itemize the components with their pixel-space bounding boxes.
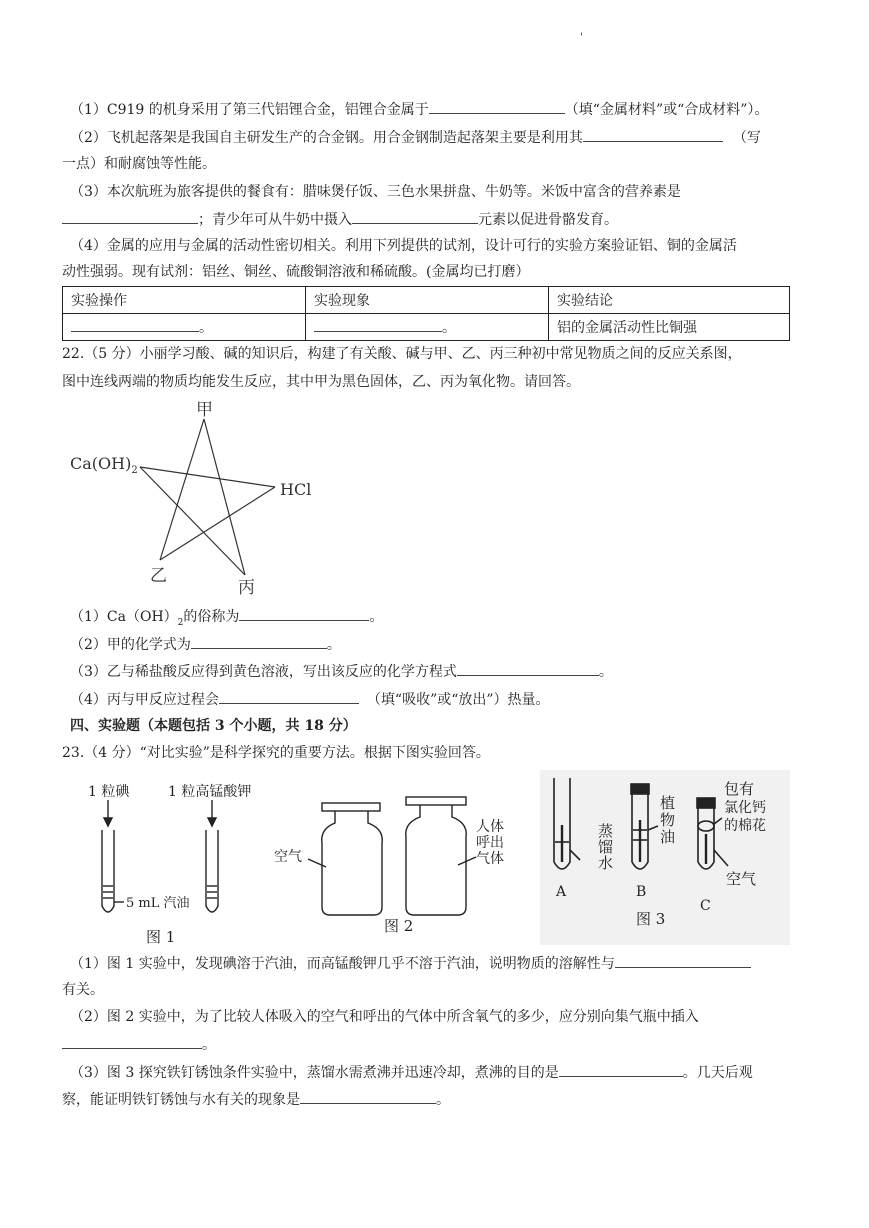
gas-bottle [406,805,466,915]
q21-part2-hint: （写 [732,130,761,146]
q22-sub1-subscript: 2 [177,617,184,628]
fig3-oil-label: 物 [660,811,676,829]
q21-part3-end: 元素以促进骨骼发育。 [478,212,618,228]
q23-intro-text: 23.（4 分）“对比实验”是科学探究的重要方法。根据下图实验回答。 [62,745,490,761]
pointer-line [458,857,476,865]
glass-plate [322,803,380,811]
fig2-right-label: 人体 [476,819,504,835]
q23-sub1-text: （1）图 1 实验中，发现碘溶于汽油，而高锰酸钾几乎不溶于汽油，说明物质的溶解性与 [70,956,615,972]
q23-sub3-text: （3）图 3 探究铁钉锈蚀条件实验中，蒸馏水需煮沸并迅速冷却，煮沸的目的是 [70,1065,559,1081]
q21-part4-text: （4）金属的应用与金属的活动性密切相关。利用下列提供的试剂，设计可行的实验方案验证铝、铜的金属活 [70,238,737,254]
fig3-water-label: 水 [598,854,614,872]
test-tube [206,830,218,912]
q22-intro-2 [62,372,580,392]
page-dot: ' [580,32,583,43]
answer-blank[interactable] [429,99,565,114]
table-header-cell: 实验结论 [549,287,790,314]
q22-sub1 [70,606,383,633]
glass-plate [406,797,466,805]
answer-blank[interactable] [300,1089,436,1104]
q23-sub3-cont [62,1089,450,1110]
q21-part4 [70,236,737,256]
pointer-line [308,859,326,867]
table-cell [63,314,306,341]
q22-sub3-end: 。 [598,664,613,680]
cell-end: 。 [199,320,213,336]
q21-part2-cont-text: 一点）和耐腐蚀等性能。 [62,156,216,172]
fig3-cotton-label: 氯化钙 [724,800,766,816]
answer-blank[interactable] [352,209,478,224]
answer-blank[interactable] [239,606,369,621]
table-header-cell: 实验现象 [306,287,549,314]
star-label-top: 甲 [196,400,213,420]
answer-blank[interactable] [62,1034,202,1049]
q21-part3-text: （3）本次航班为旅客提供的餐食有：腊味煲仔饭、三色水果拼盘、牛奶等。米饭中富含的营养素是 [70,184,681,200]
star-line [204,419,245,575]
answer-blank[interactable] [62,209,198,224]
q23-sub1 [70,953,751,974]
star-label-right: HCl [280,480,312,499]
q22-intro-text: 图中连线两端的物质均能发生反应，其中甲为黑色固体，乙、丙为氧化物。请回答。 [62,374,580,390]
answer-blank[interactable] [191,634,327,649]
q22-sub4-end: （填“吸收”或“放出”）热量。 [366,692,550,708]
q21-part4-cont [62,262,529,282]
table-header-cell: 实验操作 [63,287,306,314]
q23-sub3-mid: 。几天后观 [682,1065,753,1081]
q23-sub2 [70,1007,699,1027]
fig3-water-label: 蒸 [598,822,614,840]
fig1-tube1-label: 1 粒碘 [88,784,130,800]
table-row [63,314,790,341]
stopper [697,798,715,808]
q23-intro [62,743,490,763]
figure-3-diagram [540,770,790,945]
answer-blank[interactable] [314,317,442,332]
star-line [140,467,245,575]
fig3-cotton-label: 包有 [724,780,755,798]
star-line [160,419,204,560]
star-label-left [70,454,138,476]
q22-sub3 [70,661,613,682]
q22-sub1-end: 。 [369,609,384,625]
fig3-tube-c-label: C [700,898,711,914]
fig1-tube2-label: 1 粒高锰酸钾 [168,784,252,800]
q22-sub1-text2: 的俗称为 [183,609,240,625]
q22-intro-text: 22.（5 分）小丽学习酸、碱的知识后，构建了有关酸、碱与甲、乙、丙三种初中常见物质之间的反应关系图， [62,346,742,362]
experiment-table [62,286,790,341]
answer-blank[interactable] [615,953,751,968]
q22-sub4 [70,689,550,710]
reaction-star-diagram [60,395,340,600]
q21-part2-text: （2）飞机起落架是我国自主研发生产的合金钢。用合金钢制造起落架主要是利用其 [70,130,583,146]
star-label-left-sub: 2 [131,465,138,476]
fig2-right-label: 呼出 [476,835,504,851]
answer-blank[interactable] [559,1062,683,1077]
fig2-caption: 图 2 [384,917,414,935]
stopper [631,784,649,794]
gas-bottle [322,811,382,915]
fig3-oil-label: 植 [660,794,676,812]
answer-blank[interactable] [583,127,723,142]
fig3-oil-label: 油 [660,828,676,846]
q23-sub3-end: 。 [436,1092,450,1108]
fig3-tube-a-label: A [556,884,567,900]
star-label-left-main: Ca(OH) [70,454,132,473]
q23-sub1-end: 有关。 [62,982,104,998]
table-header-row [63,287,790,314]
q21-part1 [70,99,768,120]
q23-sub3 [70,1062,753,1083]
q21-part2-cont [62,154,216,174]
fig3-water-label: 馏 [598,838,614,856]
cell-end: 。 [442,320,456,336]
arrow-head [208,818,216,826]
star-label-bottom-right: 丙 [238,578,255,598]
fig1-caption: 图 1 [146,928,176,946]
table-cell: 铝的金属活动性比铜强 [549,314,790,341]
star-lines [140,419,275,575]
fig3-cotton-label: 的棉花 [724,818,766,834]
q22-intro-1 [62,344,742,364]
q23-sub3-cont-text: 察，能证明铁钉锈蚀与水有关的现象是 [62,1092,300,1108]
q22-sub2-text: （2）甲的化学式为 [70,637,191,653]
fig3-tube-b-label: B [636,884,647,900]
fig1-liquid-label: 5 mL 汽油 [126,896,190,911]
q22-sub1-text: （1）Ca（OH） [70,609,178,625]
answer-blank[interactable] [457,661,599,676]
section-heading [70,716,357,736]
q22-sub2 [70,634,341,655]
q21-part1-text: （1）C919 的机身采用了第三代铝锂合金，铝锂合金属于 [70,102,429,118]
fig3-caption: 图 3 [636,910,666,928]
q22-sub2-end: 。 [326,637,341,653]
answer-blank[interactable] [71,317,199,332]
table-cell [306,314,549,341]
q21-part4-cont-text: 动性强弱。现有试剂：铝丝、铜丝、硫酸铜溶液和稀硫酸。(金属均已打磨） [62,264,530,280]
test-tube [102,830,114,912]
fig3-air-label: 空气 [726,870,757,888]
q22-sub4-text: （4）丙与甲反应过程会 [70,692,219,708]
q21-part1-hint: （填“金属材料”或“合成材料”）。 [564,102,769,118]
star-line [140,467,275,487]
fig2-left-label: 空气 [274,849,302,865]
q23-sub1-cont [62,980,104,1000]
section-heading-text: 四、实验题（本题包括 3 个小题，共 18 分） [70,718,357,734]
q21-part3-cont [62,209,618,230]
q21-part3-mid: ；青少年可从牛奶中摄入 [198,212,352,228]
star-line [160,487,275,560]
q23-sub2-text: （2）图 2 实验中，为了比较人体吸入的空气和呼出的气体中所含氧气的多少，应分别向集气瓶中插入 [70,1009,699,1025]
answer-blank[interactable] [219,689,359,704]
star-label-bottom-left: 乙 [150,566,167,586]
q23-sub2-cont [62,1034,216,1055]
q23-sub2-end: 。 [202,1037,216,1053]
q21-part3 [70,182,681,202]
fig2-right-label: 气体 [476,851,504,867]
figure-2-diagram [270,795,530,940]
figure-1-diagram [80,778,280,948]
arrow-head [104,818,112,826]
q21-part2 [70,127,761,148]
q22-sub3-text: （3）乙与稀盐酸反应得到黄色溶液，写出该反应的化学方程式 [70,664,457,680]
